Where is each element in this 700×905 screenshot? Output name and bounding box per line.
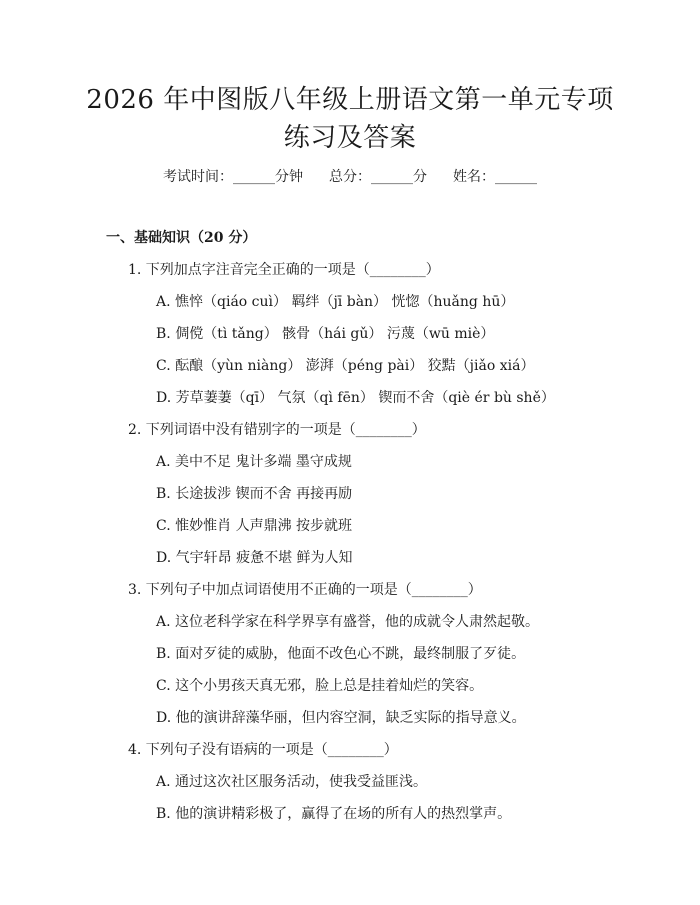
question-1-stem: 1. 下列加点字注音完全正确的一项是（________）	[128, 262, 440, 278]
question-4-option-a: A. 通过这次社区服务活动，使我受益匪浅。	[156, 774, 428, 790]
question-2-option-a: A. 美中不足 鬼计多端 墨守成规	[156, 454, 352, 470]
question-3-option-d: D. 他的演讲辞藻华丽，但内容空洞，缺乏实际的指导意义。	[156, 710, 526, 726]
question-1-option-d: D. 芳草萋萋（qī） 气氛（qì fēn） 锲而不舍（qiè ér bù shě）	[156, 390, 555, 406]
question-4-option-b: B. 他的演讲精彩极了，赢得了在场的所有人的热烈掌声。	[156, 806, 512, 822]
student-name-field: 姓名：______	[453, 169, 537, 185]
question-2-option-c: C. 惟妙惟肖 人声鼎沸 按步就班	[156, 518, 353, 534]
exam-time-field: 考试时间：______分钟	[163, 169, 303, 185]
document-title-line-2: 练习及答案	[283, 123, 417, 153]
question-2-option-d: D. 气宇轩昂 疲惫不堪 鲜为人知	[156, 550, 353, 566]
question-3-option-a: A. 这位老科学家在科学界享有盛誉，他的成就令人肃然起敬。	[156, 614, 540, 630]
question-2-stem: 2. 下列词语中没有错别字的一项是（________）	[128, 422, 426, 438]
question-1-option-b: B. 倜傥（tì tǎng） 骸骨（hái gǔ） 污蔑（wū miè）	[156, 326, 495, 342]
question-3-stem: 3. 下列句子中加点词语使用不正确的一项是（________）	[128, 582, 482, 598]
total-score-field: 总分：______分	[329, 169, 427, 185]
question-4-stem: 4. 下列句子没有语病的一项是（________）	[128, 742, 398, 758]
question-1-option-a: A. 憔悴（qiáo cuì） 羁绊（jī bàn） 恍惚（huǎng hū）	[156, 294, 515, 310]
section-heading-basic-knowledge: 一、基础知识（20 分）	[106, 230, 257, 246]
question-3-option-c: C. 这个小男孩天真无邪，脸上总是挂着灿烂的笑容。	[156, 678, 484, 694]
document-title-line-1: 2026 年中图版八年级上册语文第一单元专项	[86, 85, 614, 115]
question-1-option-c: C. 酝酿（yùn niàng） 澎湃（péng pài） 狡黠（jiǎo xiá）	[156, 358, 535, 374]
question-3-option-b: B. 面对歹徒的威胁，他面不改色心不跳，最终制服了歹徒。	[156, 646, 526, 662]
question-2-option-b: B. 长途拔涉 锲而不舍 再接再励	[156, 486, 353, 502]
exam-info-row	[0, 166, 700, 188]
